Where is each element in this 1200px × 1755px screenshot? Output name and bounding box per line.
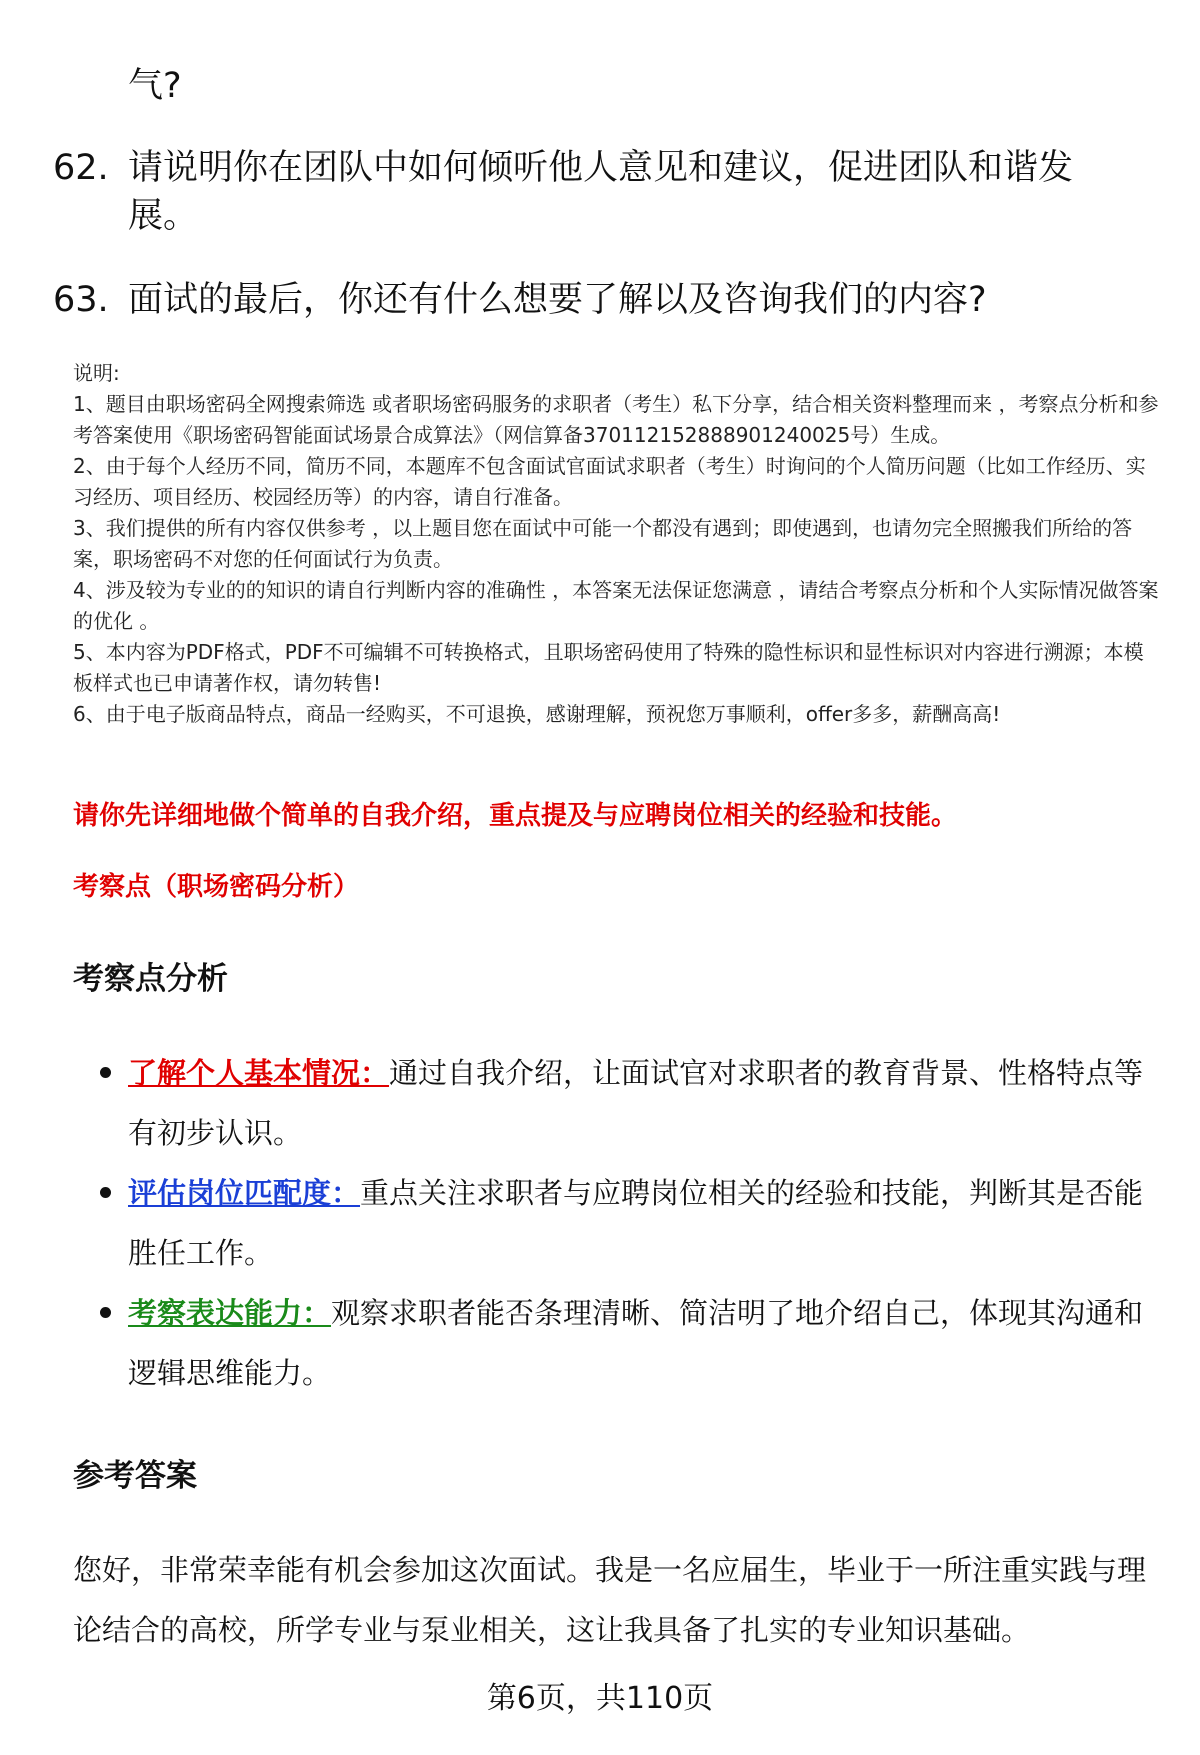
note-item: 2、由于每个人经历不同，简历不同，本题库不包含面试官面试求职者（考生）时询问的个人简历问题（比如工作经历、实习经历、项目经历、校园经历等）的内容，请自行准备。	[73, 454, 1146, 509]
analysis-keyword: 评估岗位匹配度：	[128, 1176, 361, 1210]
question-61-tail: 气?	[128, 66, 182, 106]
exam-point-label: 考察点（职场密码分析）	[73, 872, 360, 902]
notes-section	[73, 358, 1163, 730]
note-item: 6、由于电子版商品特点，商品一经购买，不可退换，感谢理解，预祝您万事顺利，offer多多，薪酬高高!	[73, 702, 1001, 726]
question-text: 面试的最后，你还有什么想要了解以及咨询我们的内容?	[128, 280, 987, 320]
question-number: 63.	[53, 280, 109, 320]
analysis-list	[95, 1043, 1155, 1403]
note-item: 5、本内容为PDF格式，PDF不可编辑不可转换格式，且职场密码使用了特殊的隐性标识和显性标识对内容进行溯源；本模板样式也已申请著作权，请勿转售!	[73, 640, 1144, 695]
answer-heading: 参考答案	[73, 1458, 197, 1494]
analysis-text: 重点关注求职者与应聘岗位相关的经验和技能，判断其是否能胜任工作。	[128, 1176, 1144, 1270]
analysis-keyword: 考察表达能力：	[128, 1296, 332, 1330]
analysis-item	[95, 1043, 1155, 1163]
analysis-text: 观察求职者能否条理清晰、简洁明了地介绍自己，体现其沟通和逻辑思维能力。	[128, 1296, 1144, 1390]
watermark	[175, 739, 525, 1067]
analysis-item	[95, 1283, 1155, 1403]
analysis-keyword: 了解个人基本情况：	[128, 1056, 390, 1090]
answer-text: 您好，非常荣幸能有机会参加这次面试。我是一名应届生，毕业于一所注重实践与理论结合的高校，所学专业与泵业相关，这让我具备了扎实的专业知识基础。	[73, 1553, 1147, 1647]
current-question: 请你先详细地做个简单的自我介绍，重点提及与应聘岗位相关的经验和技能。	[73, 801, 958, 831]
analysis-heading: 考察点分析	[73, 961, 228, 997]
question-number: 62.	[53, 148, 109, 188]
question-text: 请说明你在团队中如何倾听他人意见和建议，促进团队和谐发展。	[128, 148, 1074, 236]
analysis-item	[95, 1163, 1155, 1283]
note-item: 4、涉及较为专业的的知识的请自行判断内容的准确性 ，本答案无法保证您满意 ，请结合考察点分析和个人实际情况做答案的优化 。	[73, 578, 1159, 633]
analysis-text: 通过自我介绍，让面试官对求职者的教育背景、性格特点等有初步认识。	[128, 1056, 1144, 1150]
note-item: 1、题目由职场密码全网搜索筛选 或者职场密码服务的求职者（考生）私下分享，结合相关资料整理而来 ，考察点分析和参考答案使用《职场密码智能面试场景合成算法》（网信算备370112152888901240025号）生成。	[73, 392, 1159, 447]
note-item: 3、我们提供的所有内容仅供参考 ，以上题目您在面试中可能一个都没有遇到；即使遇到，也请勿完全照搬我们所给的答案，职场密码不对您的任何面试行为负责。	[73, 516, 1133, 571]
notes-title: 说明:	[73, 361, 120, 385]
page-number: 第6页，共110页	[486, 1681, 714, 1716]
